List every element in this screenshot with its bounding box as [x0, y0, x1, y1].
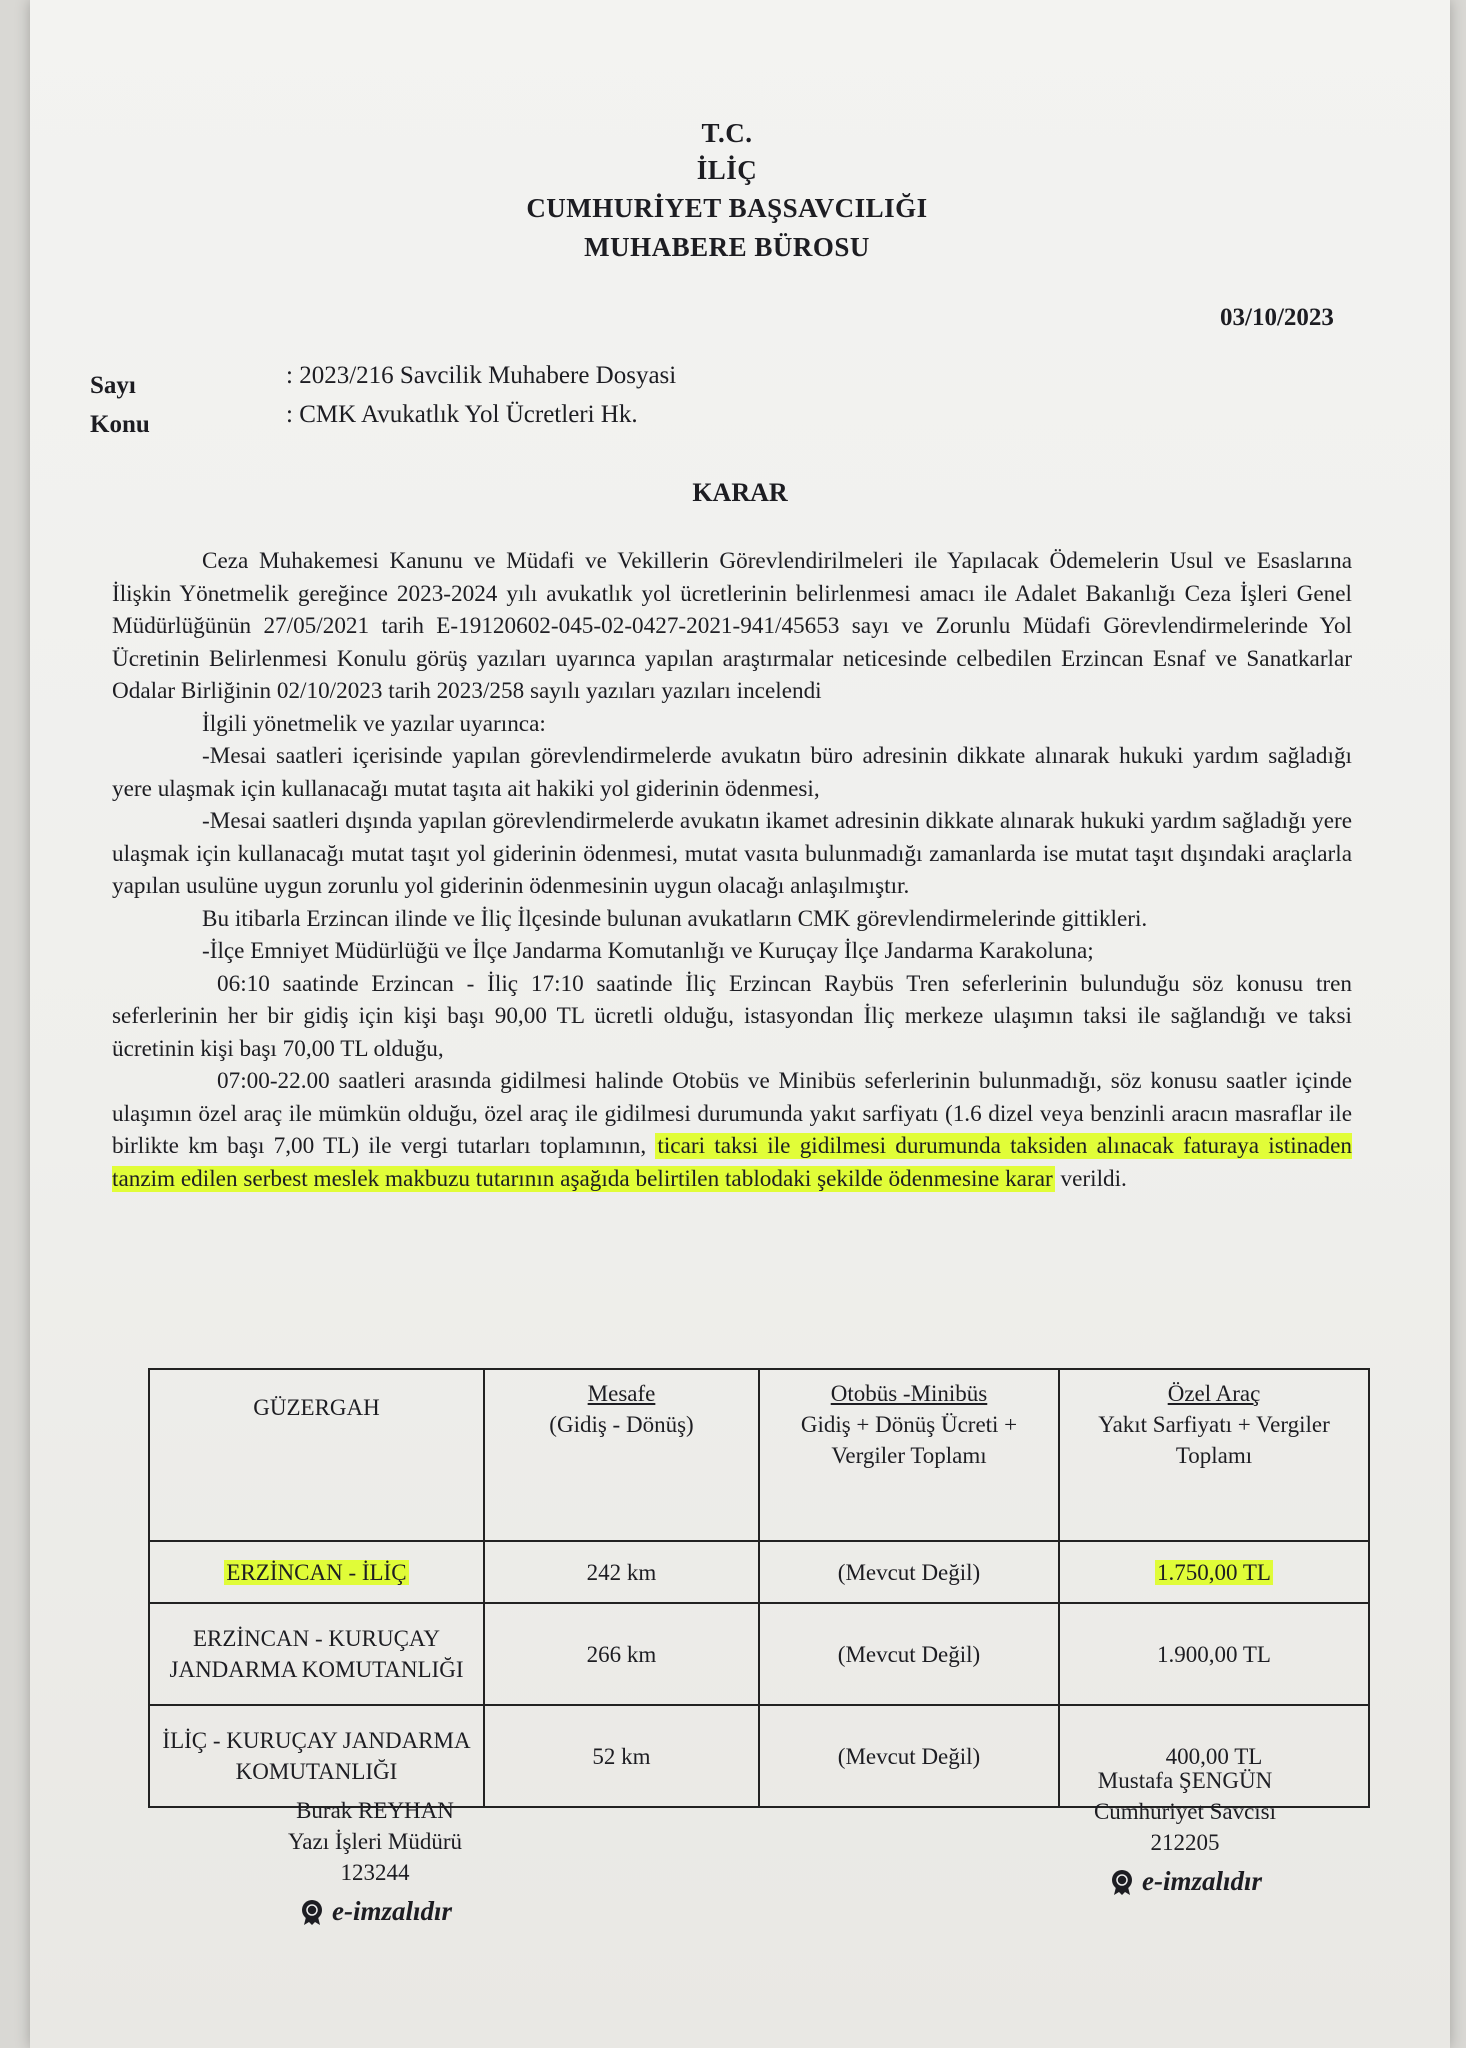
signer-id: 212205 — [1150, 1830, 1220, 1855]
row-car: 1.900,00 TL — [1059, 1603, 1369, 1705]
row-route: ERZİNCAN - KURUÇAY JANDARMA KOMUTANLIĞI — [149, 1603, 484, 1705]
page-title: KARAR — [692, 478, 788, 507]
esign-mark — [225, 1896, 525, 1927]
header-bus-title: Otobüs -Minibüs — [830, 1381, 988, 1406]
row-bus: (Mevcut Değil) — [759, 1541, 1059, 1603]
esign-text: e-imzalıdır — [1142, 1866, 1262, 1896]
seal-icon — [298, 1898, 326, 1926]
header-distance-title: Mesafe — [587, 1381, 656, 1406]
header-car-title: Özel Araç — [1167, 1381, 1261, 1406]
table-row — [149, 1541, 1369, 1603]
paragraph-destinations: -İlçe Emniyet Müdürlüğü ve İlçe Jandarma Komutanlığı ve Kuruçay İlçe Jandarma Karakoluna; — [202, 938, 1094, 964]
header-bus-sub: Gidiş + Dönüş Ücreti + Vergiler Toplamı — [800, 1412, 1018, 1468]
header-car-sub: Yakıt Sarfiyatı + Vergiler Toplamı — [1098, 1412, 1330, 1468]
header-office: CUMHURİYET BAŞSAVCILIĞI — [526, 193, 928, 223]
row-distance: 266 km — [484, 1603, 759, 1705]
header-tc: T.C. — [701, 118, 753, 148]
row-route — [149, 1541, 484, 1603]
row-car — [1059, 1541, 1369, 1603]
table-header-row — [149, 1369, 1369, 1541]
header-bus — [759, 1369, 1059, 1541]
row-route: İLİÇ - KURUÇAY JANDARMA KOMUTANLIĞI — [149, 1705, 484, 1807]
highlighted-car-fee: 1.750,00 TL — [1157, 1559, 1271, 1585]
signer-name: Mustafa ŞENGÜN — [1097, 1768, 1273, 1793]
row-car: 400,00 TL — [1059, 1705, 1369, 1807]
header-car — [1059, 1369, 1369, 1541]
paragraph-intro: Ceza Muhakemesi Kanunu ve Müdafi ve Vekillerin Görevlendirilmeleri ile Yapılacak Ödemelerin Usul ve Esaslarına İlişkin Yönetmelik gereğince 2023-2024 yılı avukatlık yol ücretlerinin belirlenmesi amacı ile Adalet Bakanlığı Ceza İşleri Genel Müdürlüğünün 27/05/2021 tarih E-19120602-045-02-0427-2021-941/45653 sayı ve Zorunlu Müdafi Görevlendirmelerinde Yol Ücretinin Belirlenmesi Konulu görüş yazıları uyarınca yapılan araştırmalar neticesinde celbedilen Erzincan Esnaf ve Sanatkarlar Odalar Birliğinin 02/10/2023 tarih 2023/258 sayılı yazıları yazıları incelendi — [112, 548, 1352, 704]
konu-label: Konu — [90, 411, 150, 438]
paragraph-regulation: İlgili yönetmelik ve yazılar uyarınca: — [202, 710, 546, 737]
row-bus: (Mevcut Değil) — [759, 1603, 1059, 1705]
header-distance-sub: (Gidiş - Dönüş) — [549, 1412, 694, 1437]
sayi-value: : 2023/216 Savcilik Muhabere Dosyasi — [286, 362, 677, 389]
signer-name: Burak REYHAN — [296, 1798, 454, 1823]
paragraph-scope: Bu itibarla Erzincan ilinde ve İliç İlçesinde bulunan avukatların CMK görevlendirmelerinde gittikleri. — [202, 905, 1148, 932]
paragraph-after-hours: -Mesai saatleri dışında yapılan görevlendirmelerde avukatın ikamet adresinin dikkate alınarak hukuki yardım sağladığı yere ulaşmak için kullanacağı mutat taşıt yol giderinin ödenmesi, mutat vasıta bulunmadığı zamanlarda ise mutat taşıt dışındaki araçlarla yapılan usulüne uygun zorunlu yol giderinin ödenmesinin uygun olacağı anlaşılmıştır. — [112, 808, 1352, 899]
row-distance: 52 km — [484, 1705, 759, 1807]
header-ilic: İLİÇ — [696, 155, 758, 185]
header-distance — [484, 1369, 759, 1541]
header-bureau: MUHABERE BÜROSU — [584, 232, 870, 262]
signer-title: Yazı İşleri Müdürü — [288, 1829, 462, 1854]
esign-text: e-imzalıdır — [332, 1896, 452, 1926]
table-row — [149, 1603, 1369, 1705]
esign-mark — [1035, 1866, 1335, 1897]
paragraph-train: 06:10 saatinde Erzincan - İliç 17:10 saatinde İliç Erzincan Raybüs Tren seferlerinin bulunduğu söz konusu tren seferlerinin her bir gidiş için kişi başı 90,00 TL ücretli olduğu, istasyondan İliç merkeze ulaşımın taksi ile sağlandığı ve taksi ücretinin kişi başı 70,00 TL olduğu, — [112, 970, 1352, 1062]
car-text: 07:00-22.00 saatleri arasında gidilmesi halinde Otobüs ve Minibüs seferlerinin bulunmadığı, söz konusu saatler içinde ulaşımın özel araç ile mümkün olduğu, özel araç ile gidilmesi durumunda yakıt sarfiyatı (1.6 dizel veya benzinli aracın masraflar ile birlikte km başı 7,00 TL) ile vergi tutarları toplamının, — [112, 1068, 1352, 1159]
paragraph-office-hours: -Mesai saatleri içerisinde yapılan görevlendirmelerde avukatın büro adresinin dikkate alınarak hukuki yardım sağladığı yere ulaşmak için kullanacağı mutat taşıta ait hakiki yol giderinin ödenmesi, — [112, 743, 1352, 802]
decision-body — [112, 545, 1352, 1195]
row-distance: 242 km — [484, 1541, 759, 1603]
konu-value: : CMK Avukatlık Yol Ücretleri Hk. — [286, 401, 638, 428]
highlighted-route: ERZİNCAN - İLİÇ — [226, 1559, 407, 1585]
signature-left — [225, 1795, 525, 1927]
signature-right — [1035, 1765, 1335, 1897]
signer-title: Cumhuriyet Savcısı — [1093, 1799, 1277, 1824]
decision-ending: verildi. — [1060, 1165, 1127, 1192]
document-date: 03/10/2023 — [1220, 304, 1334, 331]
signer-id: 123244 — [340, 1860, 410, 1885]
paragraph-car — [112, 1065, 1352, 1195]
header-route: GÜZERGAH — [149, 1369, 484, 1541]
route-fee-table — [148, 1368, 1370, 1808]
seal-icon — [1108, 1868, 1136, 1896]
row-bus: (Mevcut Değil) — [759, 1705, 1059, 1807]
document-page — [30, 0, 1450, 2048]
highlighted-taxi-text: ticari taksi ile gidilmesi durumunda taksiden alınacak faturaya istinaden tanzim edilen serbest meslek makbuzu tutarının aşağıda belirtilen tablodaki şekilde ödenmesine karar — [112, 1133, 1353, 1192]
sayi-label: Sayı — [90, 372, 136, 399]
